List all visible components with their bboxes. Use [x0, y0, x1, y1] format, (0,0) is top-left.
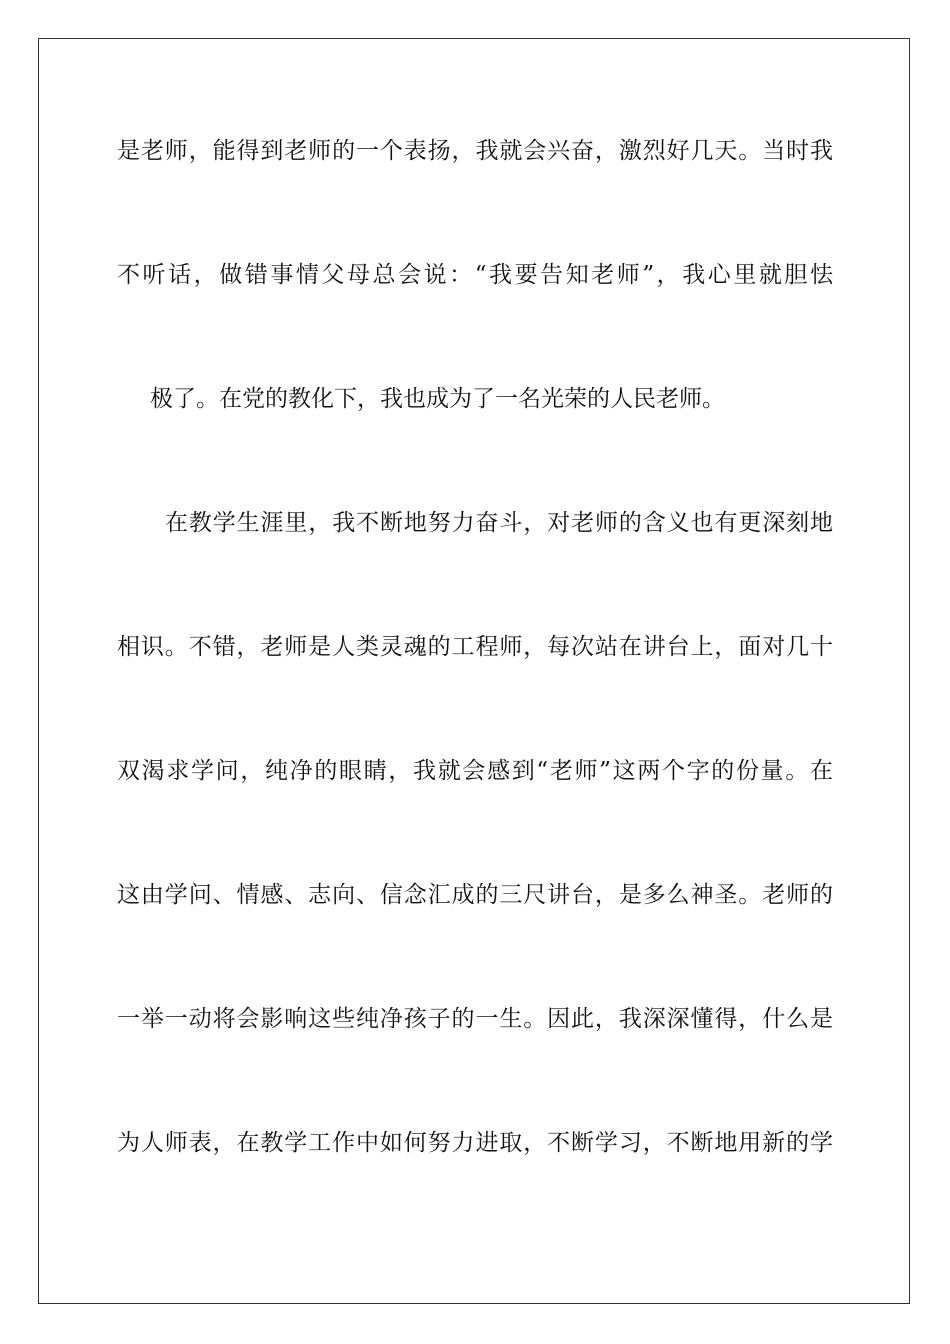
text-line-5: 相识。不错，老师是人类灵魂的工程师，每次站在讲台上，面对几十: [117, 634, 833, 660]
text-line-2: 不听话，做错事情父母总会说：“我要告知老师”，我心里就胆怯: [117, 262, 833, 288]
paragraph-2-first-line: 在教学生涯里，我不断地努力奋斗，对老师的含义也有更深刻地: [165, 510, 833, 536]
text-line-1: 是老师，能得到老师的一个表扬，我就会兴奋，激烈好几天。当时我: [117, 138, 833, 164]
text-line-3: 极了。在党的教化下，我也成为了一名光荣的人民老师。: [150, 386, 725, 412]
text-line-6: 双渴求学问，纯净的眼睛，我就会感到“老师”这两个字的份量。在: [117, 758, 833, 784]
text-line-7: 这由学问、情感、志向、信念汇成的三尺讲台，是多么神圣。老师的: [117, 882, 833, 908]
text-line-8: 一举一动将会影响这些纯净孩子的一生。因此，我深深懂得，什么是: [117, 1006, 833, 1032]
text-line-9: 为人师表，在教学工作中如何努力进取，不断学习，不断地用新的学: [117, 1130, 833, 1156]
page-border: [38, 38, 910, 1304]
